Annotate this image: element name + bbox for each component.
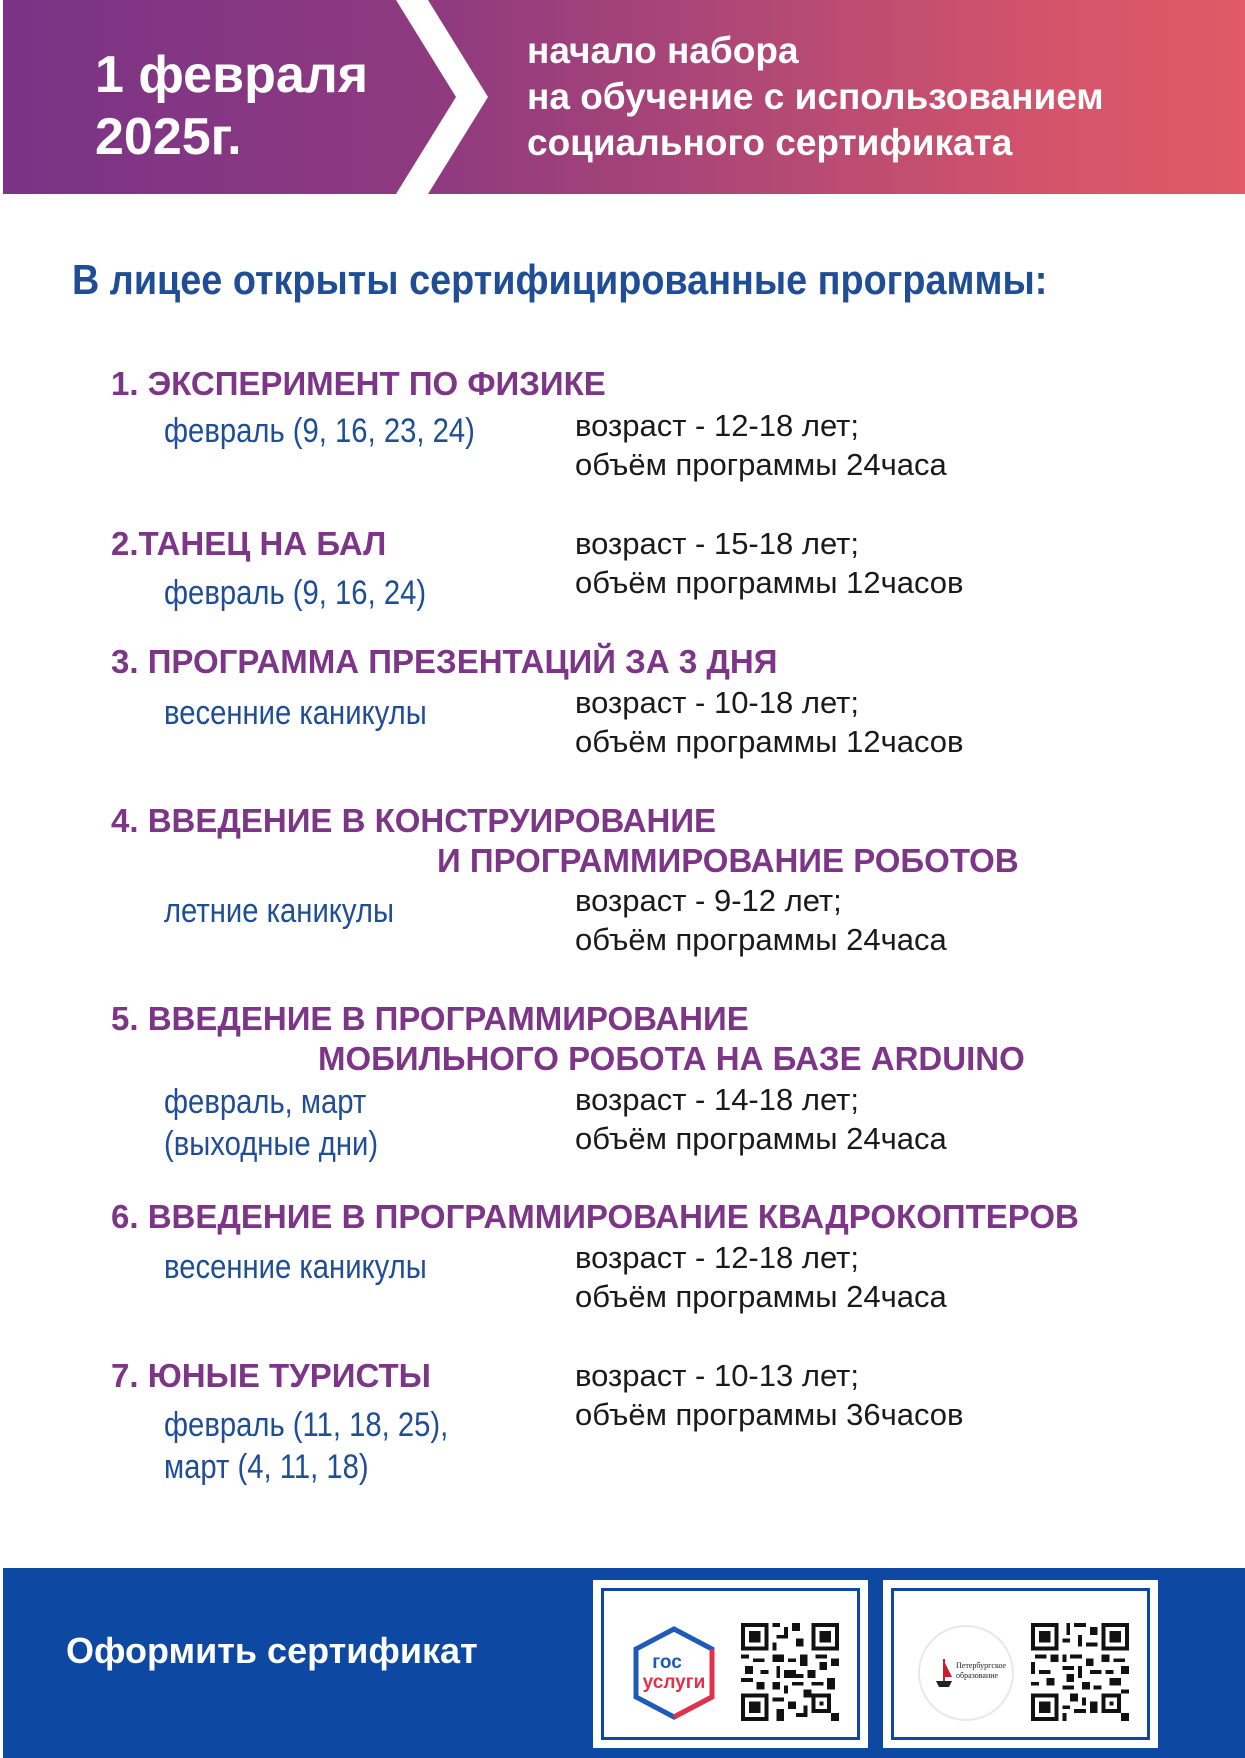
program-age: возраст - 12-18 лет; — [575, 1240, 859, 1275]
peter-education-logo — [918, 1625, 1014, 1721]
program-title-5: 5. ВВЕДЕНИЕ В ПРОГРАММИРОВАНИЕ — [111, 1000, 749, 1037]
gosuslugi-qr-card-frame — [601, 1588, 860, 1740]
program-volume: объём программы 24часа — [575, 447, 947, 482]
program-info-2 — [575, 524, 964, 602]
program-info-6 — [575, 1238, 947, 1316]
start-date-line: 1 февраля — [95, 46, 369, 104]
enrollment-info-line: социального сертификата — [527, 122, 1013, 163]
program-dates-2 — [164, 572, 426, 614]
gosuslugi-qr-card[interactable] — [593, 1580, 868, 1748]
program-title-4: 4. ВВЕДЕНИЕ В КОНСТРУИРОВАНИЕ — [111, 802, 717, 839]
program-dates-5 — [164, 1081, 378, 1165]
program-title-5-continued: МОБИЛЬНОГО РОБОТА НА БАЗЕ ARDUINO — [318, 1040, 1025, 1077]
gosuslugi-logo-text — [624, 1625, 724, 1721]
program-info-3 — [575, 683, 964, 761]
program-dates-1 — [164, 410, 475, 452]
get-certificate-label: Оформить сертификат — [66, 1630, 478, 1671]
program-volume: объём программы 24часа — [575, 1121, 947, 1156]
program-dates-line: (выходные дни) — [164, 1125, 379, 1163]
program-dates-7 — [164, 1404, 448, 1488]
start-date-line: 2025г. — [95, 108, 242, 166]
program-volume: объём программы 24часа — [575, 922, 947, 957]
enrollment-info-line: на обучение с использованием — [527, 76, 1104, 117]
program-volume: объём программы 36часов — [575, 1397, 964, 1432]
peter-education-logo-text — [956, 1661, 1010, 1681]
program-title-1: 1. ЭКСПЕРИМЕНТ ПО ФИЗИКЕ — [111, 365, 606, 402]
program-title-3: 3. ПРОГРАММА ПРЕЗЕНТАЦИЙ ЗА 3 ДНЯ — [111, 643, 778, 680]
program-dates-line: февраль (11, 18, 25), — [164, 1406, 449, 1444]
gosuslugi-qr-code-icon[interactable] — [741, 1623, 839, 1721]
program-age: возраст - 10-18 лет; — [575, 685, 859, 720]
gosuslugi-logo-word: услуги — [642, 1672, 706, 1693]
program-age: возраст - 14-18 лет; — [575, 1082, 859, 1117]
program-volume: объём программы 12часов — [575, 724, 964, 759]
program-dates-line: февраль, март — [164, 1083, 367, 1121]
start-date — [95, 44, 368, 168]
program-dates-4 — [164, 890, 394, 932]
program-age: возраст - 9-12 лет; — [575, 883, 842, 918]
enrollment-info — [527, 28, 1104, 166]
gosuslugi-logo-word: гос — [652, 1652, 682, 1673]
program-dates-line: март (4, 11, 18) — [164, 1448, 369, 1486]
program-dates-line: весенние каникулы — [164, 694, 427, 732]
program-title-2: 2.ТАНЕЦ НА БАЛ — [111, 525, 387, 562]
peter-education-logo-word: образование — [956, 1671, 999, 1680]
program-title-7: 7. ЮНЫЕ ТУРИСТЫ — [111, 1357, 431, 1394]
program-info-1 — [575, 406, 947, 484]
program-dates-line: весенние каникулы — [164, 1248, 427, 1286]
program-info-4 — [575, 881, 947, 959]
ship-emblem-icon — [932, 1657, 956, 1691]
enrollment-info-line: начало набора — [527, 30, 799, 71]
program-volume: объём программы 12часов — [575, 565, 964, 600]
program-title-4-continued: И ПРОГРАММИРОВАНИЕ РОБОТОВ — [437, 842, 1019, 879]
program-info-5 — [575, 1080, 947, 1158]
program-volume: объём программы 24часа — [575, 1279, 947, 1314]
program-dates-3 — [164, 692, 427, 734]
program-dates-line: летние каникулы — [164, 892, 394, 930]
peter-education-qr-code-icon[interactable] — [1031, 1623, 1129, 1721]
header-banner — [3, 0, 1245, 194]
program-age: возраст - 10-13 лет; — [575, 1358, 859, 1393]
program-dates-line: февраль (9, 16, 23, 24) — [164, 412, 475, 450]
program-age: возраст - 12-18 лет; — [575, 408, 859, 443]
program-dates-6 — [164, 1246, 427, 1288]
page-heading: В лицее открыты сертифицированные программы: — [72, 256, 1048, 303]
footer-bar — [3, 1568, 1245, 1758]
peter-education-logo-word: Петербургское — [956, 1661, 1007, 1670]
peter-education-qr-card[interactable] — [883, 1580, 1158, 1748]
peter-education-qr-card-frame — [891, 1588, 1150, 1740]
program-dates-line: февраль (9, 16, 24) — [164, 574, 427, 612]
program-info-7 — [575, 1356, 964, 1434]
program-title-6: 6. ВВЕДЕНИЕ В ПРОГРАММИРОВАНИЕ КВАДРОКОПТЕРОВ — [111, 1198, 1079, 1235]
program-age: возраст - 15-18 лет; — [575, 526, 859, 561]
